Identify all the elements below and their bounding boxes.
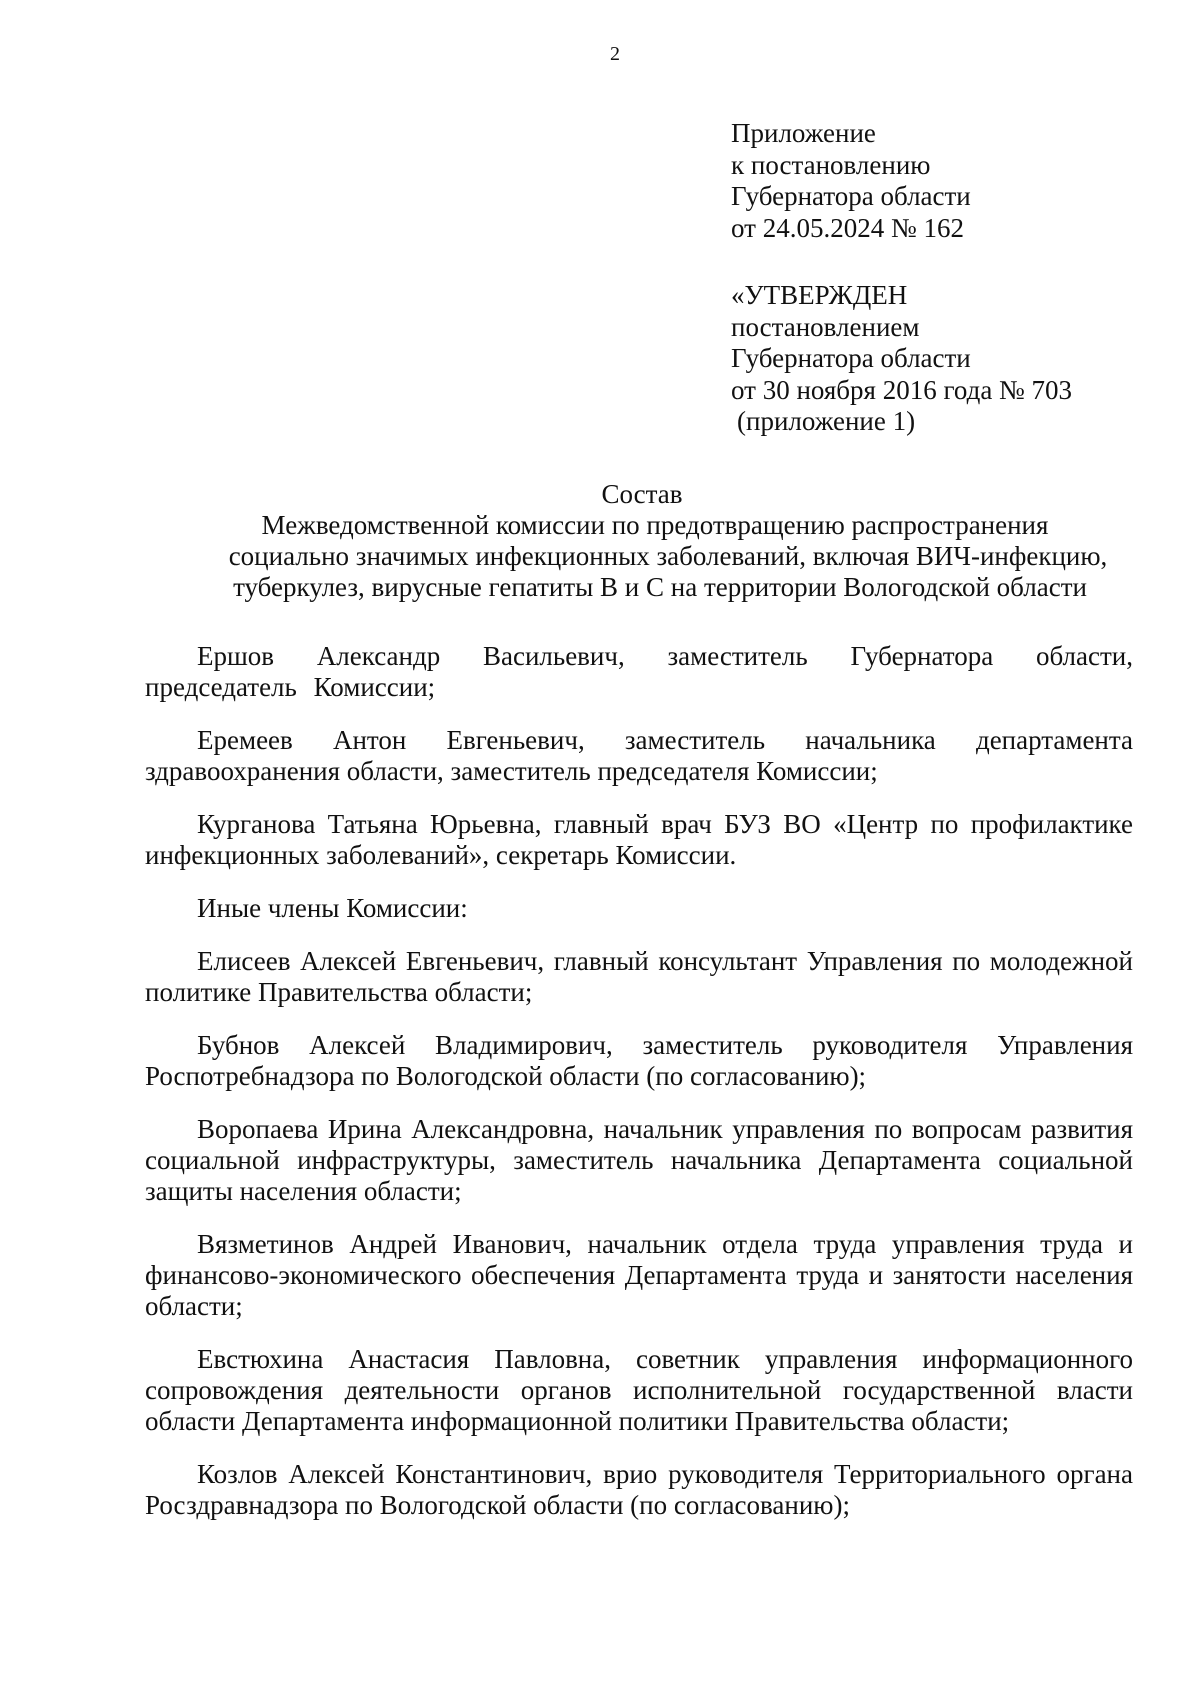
title-line: социально значимых инфекционных заболеваний, включая ВИЧ-инфекцию, <box>228 541 1108 571</box>
member-item: Воропаева Ирина Александровна, начальник управления по вопросам развития социальной инфраструктуры, заместитель начальника Департамента социальной защиты населения области; <box>145 1114 1133 1206</box>
appendix-line: к постановлению <box>731 149 931 180</box>
approval-date-number: от 30 ноября 2016 года № 703 <box>731 374 1073 405</box>
appendix-header <box>731 118 971 244</box>
member-item: Козлов Алексей Константинович, врио руководителя Территориального органа Росздравнадзора по Вологодской области (по согласованию); <box>145 1459 1133 1520</box>
appendix-line: Губернатора области <box>731 181 971 211</box>
approval-line: «УТВЕРЖДЕН <box>731 280 908 310</box>
member-chairman: Ершов Александр Васильевич, заместитель Губернатора области, председатель Комиссии; <box>145 641 1133 702</box>
approval-line: Губернатора области <box>731 343 971 373</box>
title-word: Состав <box>601 479 683 509</box>
title-line: Межведомственной комиссии по предотвращению распространения <box>261 510 1049 540</box>
member-item: Бубнов Алексей Владимирович, заместитель руководителя Управления Роспотребнадзора по Вологодской области (по согласованию); <box>145 1030 1133 1091</box>
member-item: Вязметинов Андрей Иванович, начальник отдела труда управления труда и финансово-экономического обеспечения Департамента труда и занятости населения области; <box>145 1229 1133 1321</box>
member-deputy-chairman: Еремеев Антон Евгеньевич, заместитель начальника департамента здравоохранения области, заместитель председателя Комиссии; <box>145 725 1133 786</box>
document-title <box>0 479 1200 603</box>
approval-appendix-ref: (приложение 1) <box>737 406 916 436</box>
page-number: 2 <box>610 43 620 65</box>
appendix-date-number: от 24.05.2024 № 162 <box>731 212 964 243</box>
approval-stamp <box>731 280 1072 438</box>
appendix-line: Приложение <box>731 118 876 148</box>
approval-line: постановлением <box>731 311 920 342</box>
member-secretary: Курганова Татьяна Юрьевна, главный врач БУЗ ВО «Центр по профилактике инфекционных заболеваний», секретарь Комиссии. <box>145 809 1133 870</box>
other-members-heading: Иные члены Комиссии: <box>197 893 468 923</box>
member-item: Елисеев Алексей Евгеньевич, главный консультант Управления по молодежной политике Правительства области; <box>145 946 1133 1007</box>
member-item: Евстюхина Анастасия Павловна, советник управления информационного сопровождения деятельности органов исполнительной государственной власти области Департамента информационной политики Правительства области; <box>145 1344 1133 1436</box>
commission-members <box>145 641 1133 1543</box>
title-line: туберкулез, вирусные гепатиты В и С на территории Вологодской области <box>233 572 1087 602</box>
